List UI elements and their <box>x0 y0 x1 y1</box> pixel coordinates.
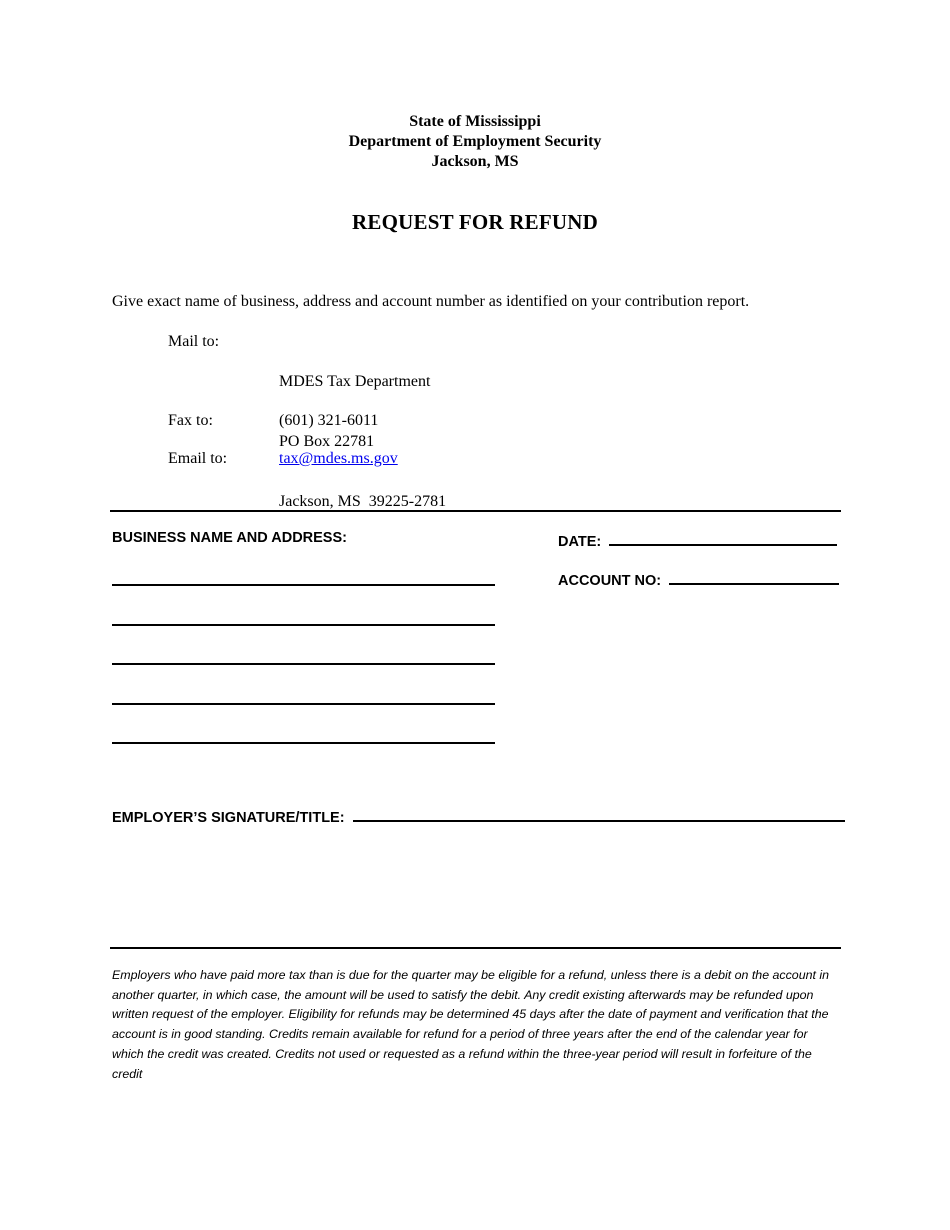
signature-label: EMPLOYER’S SIGNATURE/TITLE: <box>112 810 345 826</box>
email-to-label: Email to: <box>168 450 228 467</box>
header-state: State of Mississippi <box>409 113 541 130</box>
address-line-1[interactable] <box>112 584 495 586</box>
address-line-3[interactable] <box>112 663 495 665</box>
signature-line[interactable] <box>353 806 845 822</box>
account-no-line[interactable] <box>669 569 839 585</box>
divider-top <box>110 510 841 512</box>
instruction-text: Give exact name of business, address and account number as identified on your contribution report. <box>112 293 750 310</box>
mail-to-line2: PO Box 22781 <box>279 433 375 450</box>
mail-to-address <box>279 332 446 552</box>
date-label: DATE: <box>558 534 602 550</box>
fax-to-label: Fax to: <box>168 412 213 429</box>
header-department: Department of Employment Security <box>348 133 602 150</box>
divider-bottom <box>110 947 841 949</box>
refund-policy-note: Employers who have paid more tax than is due for the quarter may be eligible for a refund, unless there is a debit on the account in another quarter, in which case, the amount will be used to satisfy the debit. Any credit existing afterwards may be refunded upon written request of the employer. Eligibility for refunds may be determined 45 days after the date of payment and verification that the account is in good standing. Credits remain available for refund for a period of three years after the end of the calendar year for which the credit was created. Credits not used or requested as a refund within the three-year period will result in forfeiture of the credit <box>112 968 830 1081</box>
agency-header <box>0 112 950 172</box>
business-name-label: BUSINESS NAME AND ADDRESS: <box>112 530 347 546</box>
account-no-field[interactable] <box>558 569 839 589</box>
mail-to-line3: Jackson, MS 39225-2781 <box>279 493 447 510</box>
fax-number: (601) 321-6011 <box>279 412 379 429</box>
mail-to-label: Mail to: <box>168 333 220 350</box>
account-no-label: ACCOUNT NO: <box>558 573 662 589</box>
signature-field[interactable] <box>112 806 845 826</box>
page-title: REQUEST FOR REFUND <box>352 210 598 234</box>
date-line[interactable] <box>609 530 837 546</box>
address-line-2[interactable] <box>112 624 495 626</box>
date-field[interactable] <box>558 530 837 550</box>
address-line-4[interactable] <box>112 703 495 705</box>
email-link[interactable]: tax@mdes.ms.gov <box>279 450 398 467</box>
header-city: Jackson, MS <box>431 153 519 170</box>
address-line-5[interactable] <box>112 742 495 744</box>
mail-to-line1: MDES Tax Department <box>279 373 431 390</box>
